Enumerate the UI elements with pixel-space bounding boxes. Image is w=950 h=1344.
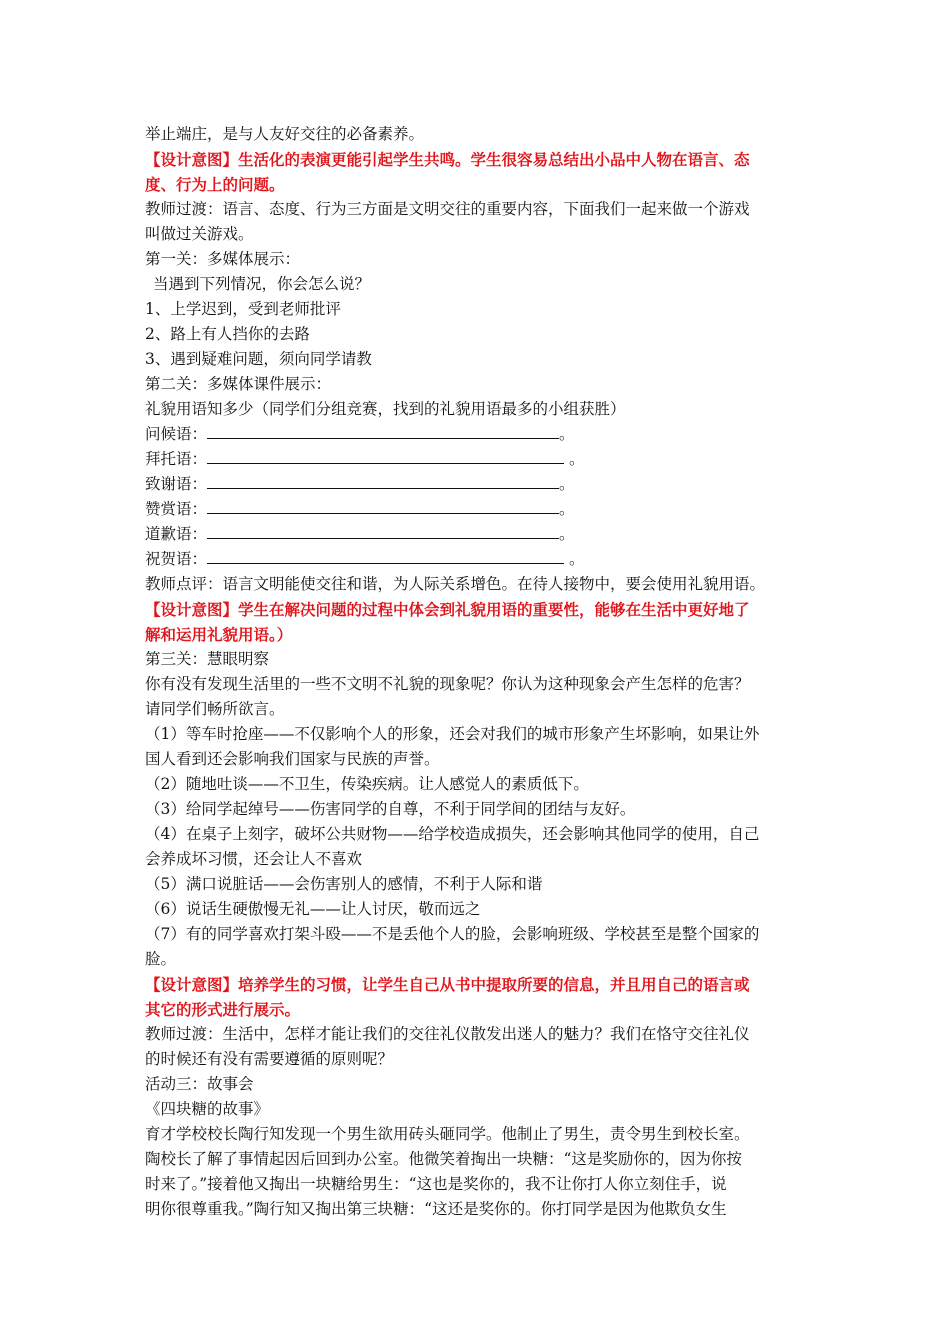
text-line: （6）说话生硬傲慢无礼——让人讨厌，敬而远之 <box>145 900 481 918</box>
text-line: 第二关：多媒体课件展示： <box>145 375 332 393</box>
text-line: 教师过渡：生活中，怎样才能让我们的交往礼仪散发出迷人的魅力？我们在恪守交往礼仪 <box>145 1025 750 1043</box>
text-line: 教师点评：语言文明能使交往和谐，为人际关系增色。在待人接物中，要会使用礼貌用语。 <box>145 575 766 593</box>
answer-blank <box>207 474 559 489</box>
text-line: 叫做过关游戏。 <box>145 225 254 243</box>
text-line: （4）在桌子上刻字，破坏公共财物——给学校造成损失，还会影响其他同学的使用，自己 <box>145 825 760 843</box>
indented-prompt-line: 当遇到下列情况，你会怎么说？ <box>153 275 371 293</box>
text-line: 脸。 <box>145 950 177 968</box>
text-line: 请同学们畅所欲言。 <box>145 700 285 718</box>
text-line: 《四块糖的故事》 <box>145 1100 270 1118</box>
text-line: 国人看到还会影响我们国家与民族的声誉。 <box>145 750 440 768</box>
design-intent-line: 解和运用礼貌用语。） <box>145 625 293 644</box>
text-line: 1、上学迟到，受到老师批评 <box>145 300 341 318</box>
answer-blank <box>207 449 564 464</box>
text-line: 你有没有发现生活里的一些不文明不礼貌的现象呢？你认为这种现象会产生怎样的危害？ <box>145 675 750 693</box>
text-line: 礼貌用语知多少（同学们分组竞赛，找到的礼貌用语最多的小组获胜） <box>145 400 626 418</box>
fill-in-blank-line <box>145 497 815 522</box>
answer-blank <box>207 499 559 514</box>
text-line: 活动三：故事会 <box>145 1075 254 1093</box>
text-line: 第一关：多媒体展示： <box>145 250 301 268</box>
blank-label: 道歉语： <box>145 525 208 543</box>
text-line: 3、遇到疑难问题，须向同学请教 <box>145 350 372 368</box>
text-line: 时来了。”接着他又掏出一块糖给男生：“这也是奖你的，我不让你打人你立刻住手，说 <box>145 1175 727 1193</box>
fill-in-blank-line <box>145 547 815 572</box>
blank-end-punctuation: 。 <box>559 425 575 443</box>
text-line: 教师过渡：语言、态度、行为三方面是文明交往的重要内容，下面我们一起来做一个游戏 <box>145 200 750 218</box>
answer-blank <box>207 424 559 439</box>
blank-end-punctuation: 。 <box>564 550 585 568</box>
blank-end-punctuation: 。 <box>559 475 575 493</box>
blank-label: 问候语： <box>145 425 208 443</box>
fill-in-blank-line <box>145 422 815 447</box>
text-line: 陶校长了解了事情起因后回到办公室。他微笑着掏出一块糖：“这是奖励你的，因为你按 <box>145 1150 742 1168</box>
design-intent-line: 【设计意图】生活化的表演更能引起学生共鸣。学生很容易总结出小品中人物在语言、态 <box>145 150 750 169</box>
fill-in-blank-line <box>145 522 815 547</box>
answer-blank <box>207 524 559 539</box>
text-line: （7）有的同学喜欢打架斗殴——不是丢他个人的脸，会影响班级、学校甚至是整个国家的 <box>145 925 760 943</box>
blank-label: 祝贺语： <box>145 550 208 568</box>
fill-in-blank-line <box>145 472 815 497</box>
text-line: 第三关：慧眼明察 <box>145 650 270 668</box>
text-line: （5）满口说脏话——会伤害别人的感情，不利于人际和谐 <box>145 875 543 893</box>
design-intent-line: 其它的形式进行展示。 <box>145 1000 301 1019</box>
text-line: 会养成坏习惯，还会让人不喜欢 <box>145 850 363 868</box>
blank-end-punctuation: 。 <box>559 525 575 543</box>
design-intent-line: 度、行为上的问题。 <box>145 175 285 194</box>
design-intent-line: 【设计意图】培养学生的习惯，让学生自己从书中提取所要的信息，并且用自己的语言或 <box>145 975 750 994</box>
text-line: 2、路上有人挡你的去路 <box>145 325 310 343</box>
design-intent-line: 【设计意图】学生在解决问题的过程中体会到礼貌用语的重要性，能够在生活中更好地了 <box>145 600 750 619</box>
text-line: 育才学校校长陶行知发现一个男生欲用砖头砸同学。他制止了男生，责令男生到校长室。 <box>145 1125 750 1143</box>
text-line: （1）等车时抢座——不仅影响个人的形象，还会对我们的城市形象产生坏影响，如果让外 <box>145 725 760 743</box>
text-line: 的时候还有没有需要遵循的原则呢？ <box>145 1050 394 1068</box>
text-line: （3）给同学起绰号——伤害同学的自尊，不利于同学间的团结与友好。 <box>145 800 636 818</box>
blank-label: 赞赏语： <box>145 500 208 518</box>
blank-end-punctuation: 。 <box>564 450 585 468</box>
text-line: 明你很尊重我。”陶行知又掏出第三块糖：“这还是奖你的。你打同学是因为他欺负女生 <box>145 1200 727 1218</box>
blank-end-punctuation: 。 <box>559 500 575 518</box>
fill-in-blank-line <box>145 447 815 472</box>
lesson-plan-text <box>145 122 815 1222</box>
text-line: 举止端庄，是与人友好交往的必备素养。 <box>145 125 425 143</box>
blank-label: 致谢语： <box>145 475 208 493</box>
blank-label: 拜托语： <box>145 450 208 468</box>
text-line: （2）随地吐谈——不卫生，传染疾病。让人感觉人的素质低下。 <box>145 775 589 793</box>
answer-blank <box>207 549 564 564</box>
